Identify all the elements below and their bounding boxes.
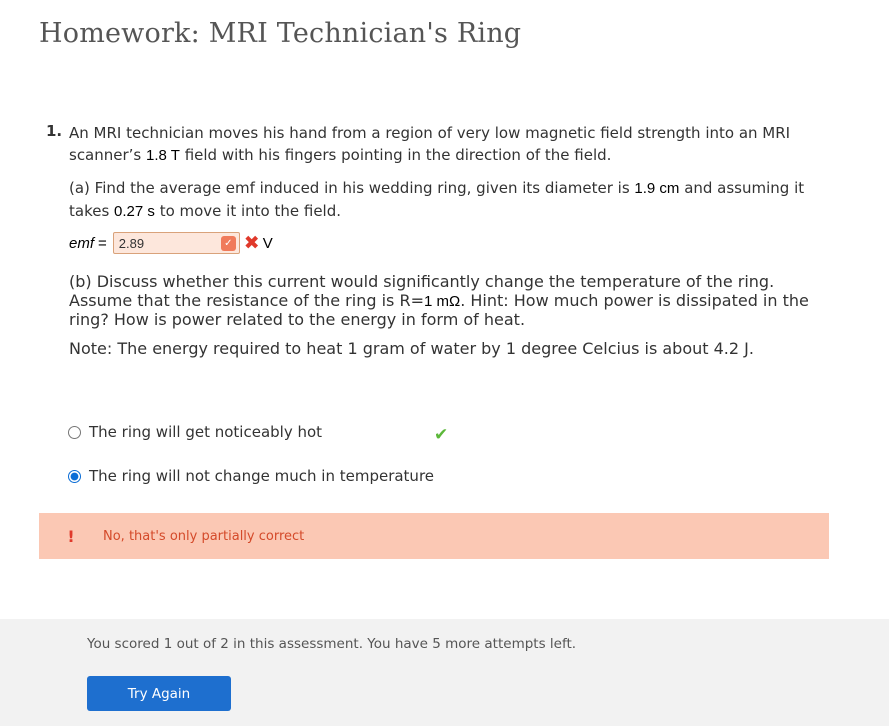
- note-text: Note: The energy required to heat 1 gram of water by 1 degree Celcius is about 4.2 J.: [69, 339, 754, 358]
- resistance-value: 1 mΩ: [423, 293, 461, 310]
- answer-row: [69, 230, 273, 256]
- part-b: [69, 272, 824, 368]
- part-a-text-c: to move it into the field.: [154, 202, 342, 220]
- question-body: [69, 122, 824, 233]
- choice-not-change[interactable]: [68, 467, 434, 485]
- equals-sign: =: [98, 234, 107, 252]
- time-value: 0.27 s: [114, 203, 155, 220]
- question-intro: [69, 122, 824, 167]
- x-mark-icon: ✖: [243, 232, 260, 254]
- assessment-footer: [0, 619, 889, 726]
- part-a-text-a: (a) Find the average emf induced in his wedding ring, given its diameter is: [69, 179, 635, 197]
- exclamation-icon: !: [67, 526, 75, 546]
- part-b-text-a: (b) Discuss whether this current would significantly change the temperature of the ring. Assume that the resistance of the ring is R=: [69, 272, 775, 310]
- feedback-text: No, that's only partially correct: [103, 528, 305, 544]
- diameter-value: 1.9 cm: [634, 180, 680, 197]
- choice-label-2: The ring will not change much in temperature: [89, 467, 435, 485]
- feedback-box: [39, 513, 829, 559]
- intro-text-a: An MRI technician moves his hand from a region of very low magnetic field strength into an MRI scanner’s: [69, 124, 791, 164]
- check-mark-icon: ✔: [434, 425, 449, 445]
- preview-icon[interactable]: ✓: [221, 236, 236, 251]
- part-b-text-b: . Hint: How much power is dissipated in the ring? How is power related to the energy in form of heat.: [69, 291, 809, 329]
- choice-label-1: The ring will get noticeably hot: [89, 423, 323, 441]
- field-value: 1.8 T: [146, 147, 180, 164]
- choice-radio-2[interactable]: [68, 470, 81, 483]
- part-a-text-b: and assuming it takes: [69, 179, 805, 220]
- emf-answer-input[interactable]: [113, 232, 240, 254]
- part-a-text: [69, 177, 824, 223]
- question-number: 1.: [46, 122, 63, 140]
- choice-radio-1[interactable]: [68, 426, 81, 439]
- answer-unit: V: [262, 234, 273, 252]
- try-again-button[interactable]: Try Again: [87, 676, 231, 711]
- score-text: You scored 1 out of 2 in this assessment. You have 5 more attempts left.: [87, 636, 577, 652]
- intro-text-b: field with his fingers pointing in the direction of the field.: [179, 146, 612, 164]
- emf-label: emf: [69, 234, 95, 252]
- emf-answer-value: 2.89: [118, 235, 145, 251]
- choice-noticeably-hot[interactable]: [68, 423, 322, 441]
- page-title: Homework: MRI Technician's Ring: [39, 18, 522, 49]
- part-b-text: [69, 272, 824, 329]
